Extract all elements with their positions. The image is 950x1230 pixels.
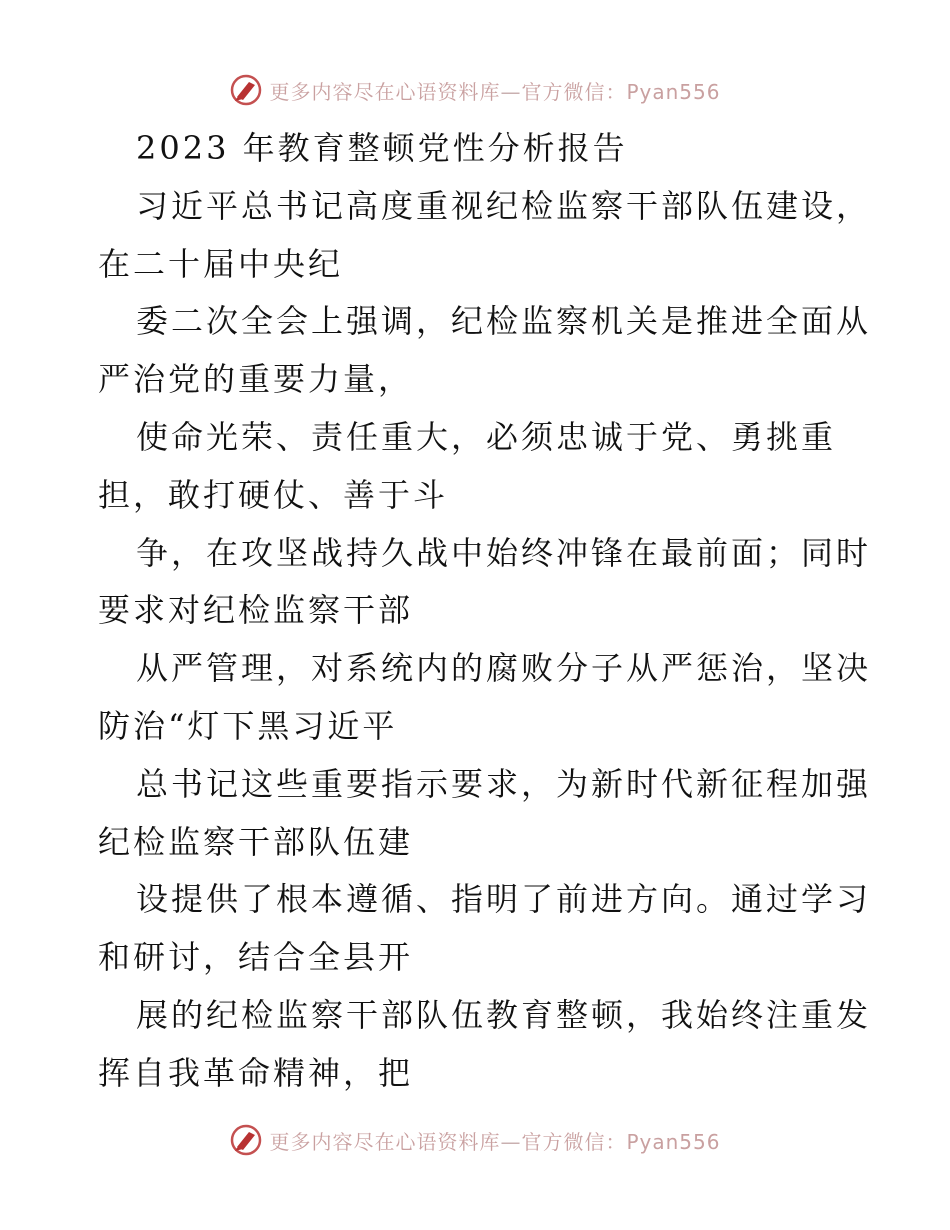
- document-title: 2023 年教育整顿党性分析报告: [136, 129, 628, 167]
- pen-nib-logo-icon: [229, 1123, 263, 1157]
- paragraph-line: 和研讨，结合全县开: [98, 938, 414, 977]
- paragraph-line: 委二次全会上强调，纪检监察机关是推进全面从: [136, 302, 872, 341]
- watermark-inner: [229, 1123, 720, 1157]
- paragraph-line: 在二十届中央纪: [98, 244, 344, 283]
- paragraph-line: 总书记这些重要指示要求，为新时代新征程加强: [136, 764, 872, 803]
- watermark-inner: [229, 73, 720, 107]
- paragraph-line: 从严管理，对系统内的腐败分子从严惩治，坚决: [136, 649, 872, 688]
- document-body: [98, 120, 872, 1103]
- paragraph-line: 防治“灯下黑习近平: [98, 706, 398, 745]
- paragraph-line: 设提供了根本遵循、指明了前进方向。通过学习: [136, 880, 872, 919]
- paragraph-line: 争，在攻坚战持久战中始终冲锋在最前面；同时: [136, 533, 872, 572]
- paragraph-line: 使命光荣、责任重大，必须忠诚于党、勇挑重: [136, 417, 837, 456]
- watermark-footer: [0, 1120, 950, 1160]
- paragraph-line: 严治党的重要力量，: [98, 360, 414, 399]
- paragraph-line: 习近平总书记高度重视纪检监察干部队伍建设，: [136, 186, 872, 225]
- paragraph-line: 要求对纪检监察干部: [98, 591, 414, 630]
- paragraph-line: 挥自我革命精神，把: [98, 1053, 414, 1092]
- watermark-header: [0, 70, 950, 110]
- watermark-text: 更多内容尽在心语资料库—官方微信：Pyan556: [269, 79, 721, 104]
- paragraph-line: 展的纪检监察干部队伍教育整顿，我始终注重发: [136, 995, 872, 1034]
- paragraph-line: 担，敢打硬仗、善于斗: [98, 475, 449, 514]
- pen-nib-logo-icon: [229, 73, 263, 107]
- paragraph-line: 纪检监察干部队伍建: [98, 822, 414, 861]
- watermark-text: 更多内容尽在心语资料库—官方微信：Pyan556: [269, 1129, 721, 1154]
